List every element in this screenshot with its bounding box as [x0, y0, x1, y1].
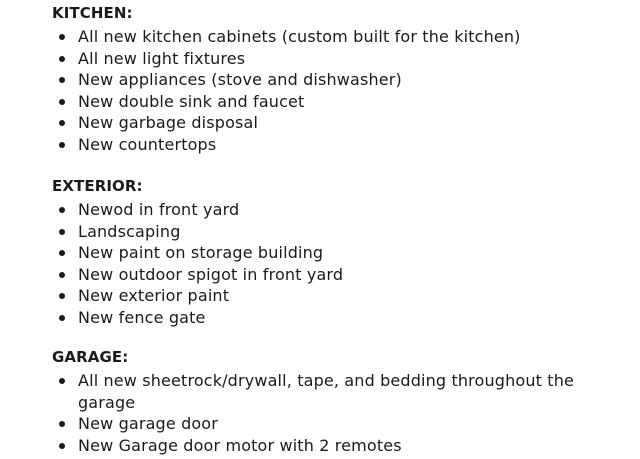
kitchen-list [52, 26, 612, 156]
list-item-text: New outdoor spigot in front yard [78, 264, 344, 284]
garage-section [52, 348, 612, 456]
kitchen-section [52, 4, 612, 156]
exterior-section [52, 177, 612, 329]
bullet-icon [59, 272, 65, 278]
bullet-icon [59, 77, 65, 83]
bullet-icon [59, 207, 65, 213]
bullet-icon [59, 120, 65, 126]
list-item [52, 69, 612, 91]
list-item [52, 370, 612, 413]
list-item-text: All new sheetrock/drywall, tape, and bedding throughout the garage [78, 371, 574, 412]
bullet-icon [59, 229, 65, 235]
bullet-icon [59, 250, 65, 256]
list-item-text: All new kitchen cabinets (custom built for the kitchen) [78, 27, 521, 46]
list-item [52, 435, 612, 457]
bullet-icon [59, 443, 65, 449]
exterior-list [52, 199, 612, 329]
list-item [52, 264, 612, 286]
exterior-heading: EXTERIOR: [52, 177, 143, 195]
list-item [52, 26, 612, 48]
list-item-text: New double sink and faucet [78, 91, 305, 111]
list-item-text: New Garage door motor with 2 remotes [78, 435, 402, 455]
list-item [52, 242, 612, 264]
list-item [52, 112, 612, 134]
list-item-text: New exterior paint [78, 286, 230, 306]
list-item [52, 199, 612, 221]
list-item-text: Newod in front yard [78, 200, 240, 219]
bullet-icon [59, 293, 65, 299]
list-item [52, 307, 612, 329]
list-item-text: New garage door [78, 414, 218, 434]
list-item [52, 91, 612, 113]
bullet-icon [59, 315, 65, 321]
bullet-icon [59, 99, 65, 105]
list-item-text: New garbage disposal [78, 113, 259, 133]
bullet-icon [59, 56, 65, 62]
bullet-icon [59, 421, 65, 427]
bullet-icon [59, 142, 65, 148]
list-item-text: New countertops [78, 134, 217, 154]
list-item-text: New fence gate [78, 307, 206, 327]
bullet-icon [59, 378, 65, 384]
list-item [52, 48, 612, 70]
kitchen-heading: KITCHEN: [52, 4, 133, 22]
garage-heading: GARAGE: [52, 348, 129, 366]
list-item-text: New paint on storage building [78, 243, 324, 263]
garage-list [52, 370, 612, 456]
list-item [52, 134, 612, 156]
list-item [52, 221, 612, 243]
list-item [52, 285, 612, 307]
list-item [52, 413, 612, 435]
list-item-text: All new light fixtures [78, 48, 246, 68]
list-item-text: Landscaping [78, 221, 181, 241]
list-item-text: New appliances (stove and dishwasher) [78, 70, 402, 90]
bullet-icon [59, 34, 65, 40]
